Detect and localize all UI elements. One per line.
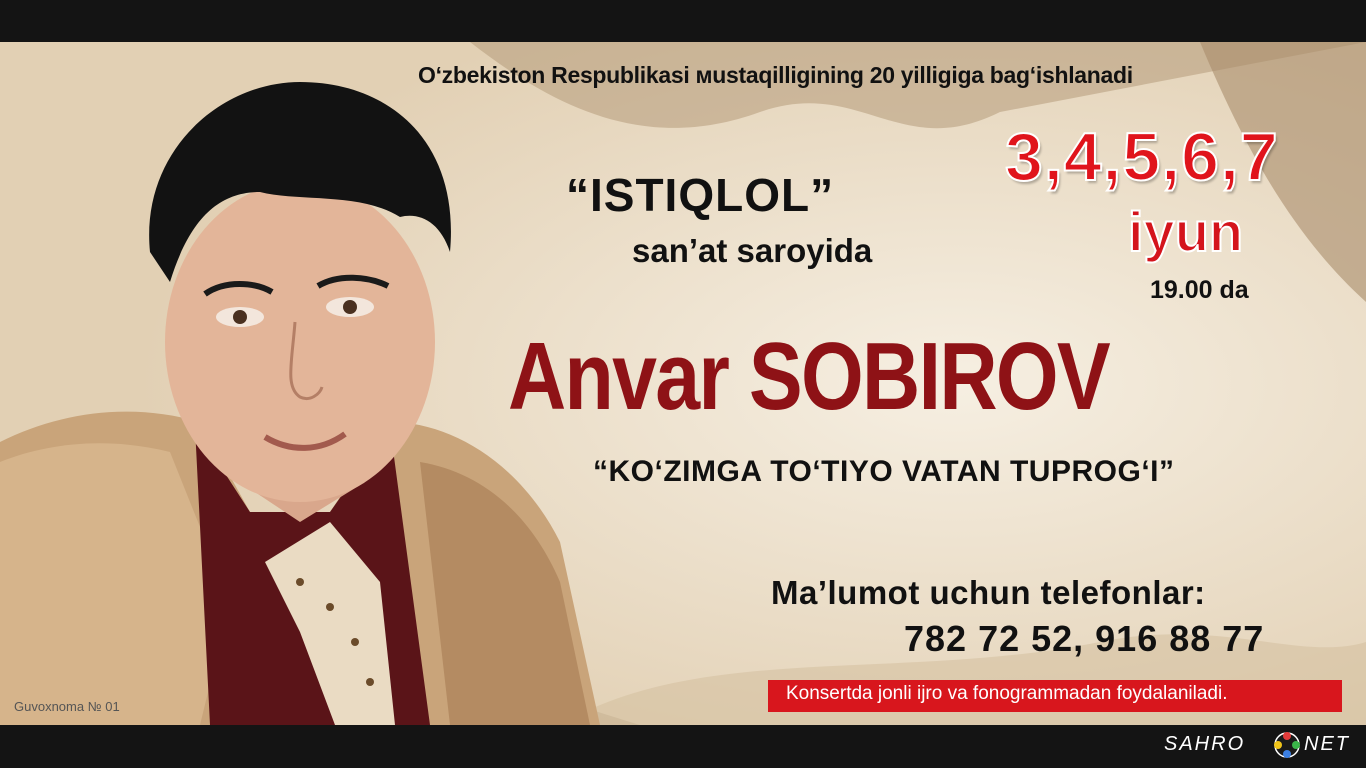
- watermark-part2: NET: [1304, 733, 1350, 755]
- top-black-bar: [0, 0, 1366, 42]
- info-phones-label: Ma’lumot uchun telefonlar:: [771, 574, 1206, 611]
- watermark-part1: SAHRO: [1164, 733, 1246, 755]
- notice-text: Konsertda jonli ijro va fonogrammadan foydalaniladi.: [786, 683, 1228, 704]
- concert-title: “KO‘ZIMGA TO‘TIYO VATAN TUPROG‘I”: [593, 455, 1175, 488]
- bottom-black-bar: [0, 725, 1366, 768]
- artist-name: Anvar SOBIROV: [508, 323, 1110, 430]
- concert-time: 19.00 da: [1150, 276, 1249, 304]
- venue-name: “ISTIQLOL”: [566, 169, 835, 221]
- concert-poster: [0, 42, 1366, 725]
- sahro-net-watermark: [1164, 728, 1354, 762]
- venue-subtitle: san’at saroyida: [632, 232, 873, 269]
- dedication-text: O‘zbekiston Respublikasi мustaqilligining 20 yilligiga bag‘ishlanadi: [418, 62, 1133, 88]
- concert-month: iyun: [1128, 200, 1244, 263]
- phone-numbers: 782 72 52, 916 88 77: [904, 618, 1265, 659]
- certificate-number: Guvoxnoma № 01: [14, 699, 120, 714]
- concert-dates: 3,4,5,6,7: [1005, 119, 1279, 195]
- globe-icon: [1272, 730, 1302, 760]
